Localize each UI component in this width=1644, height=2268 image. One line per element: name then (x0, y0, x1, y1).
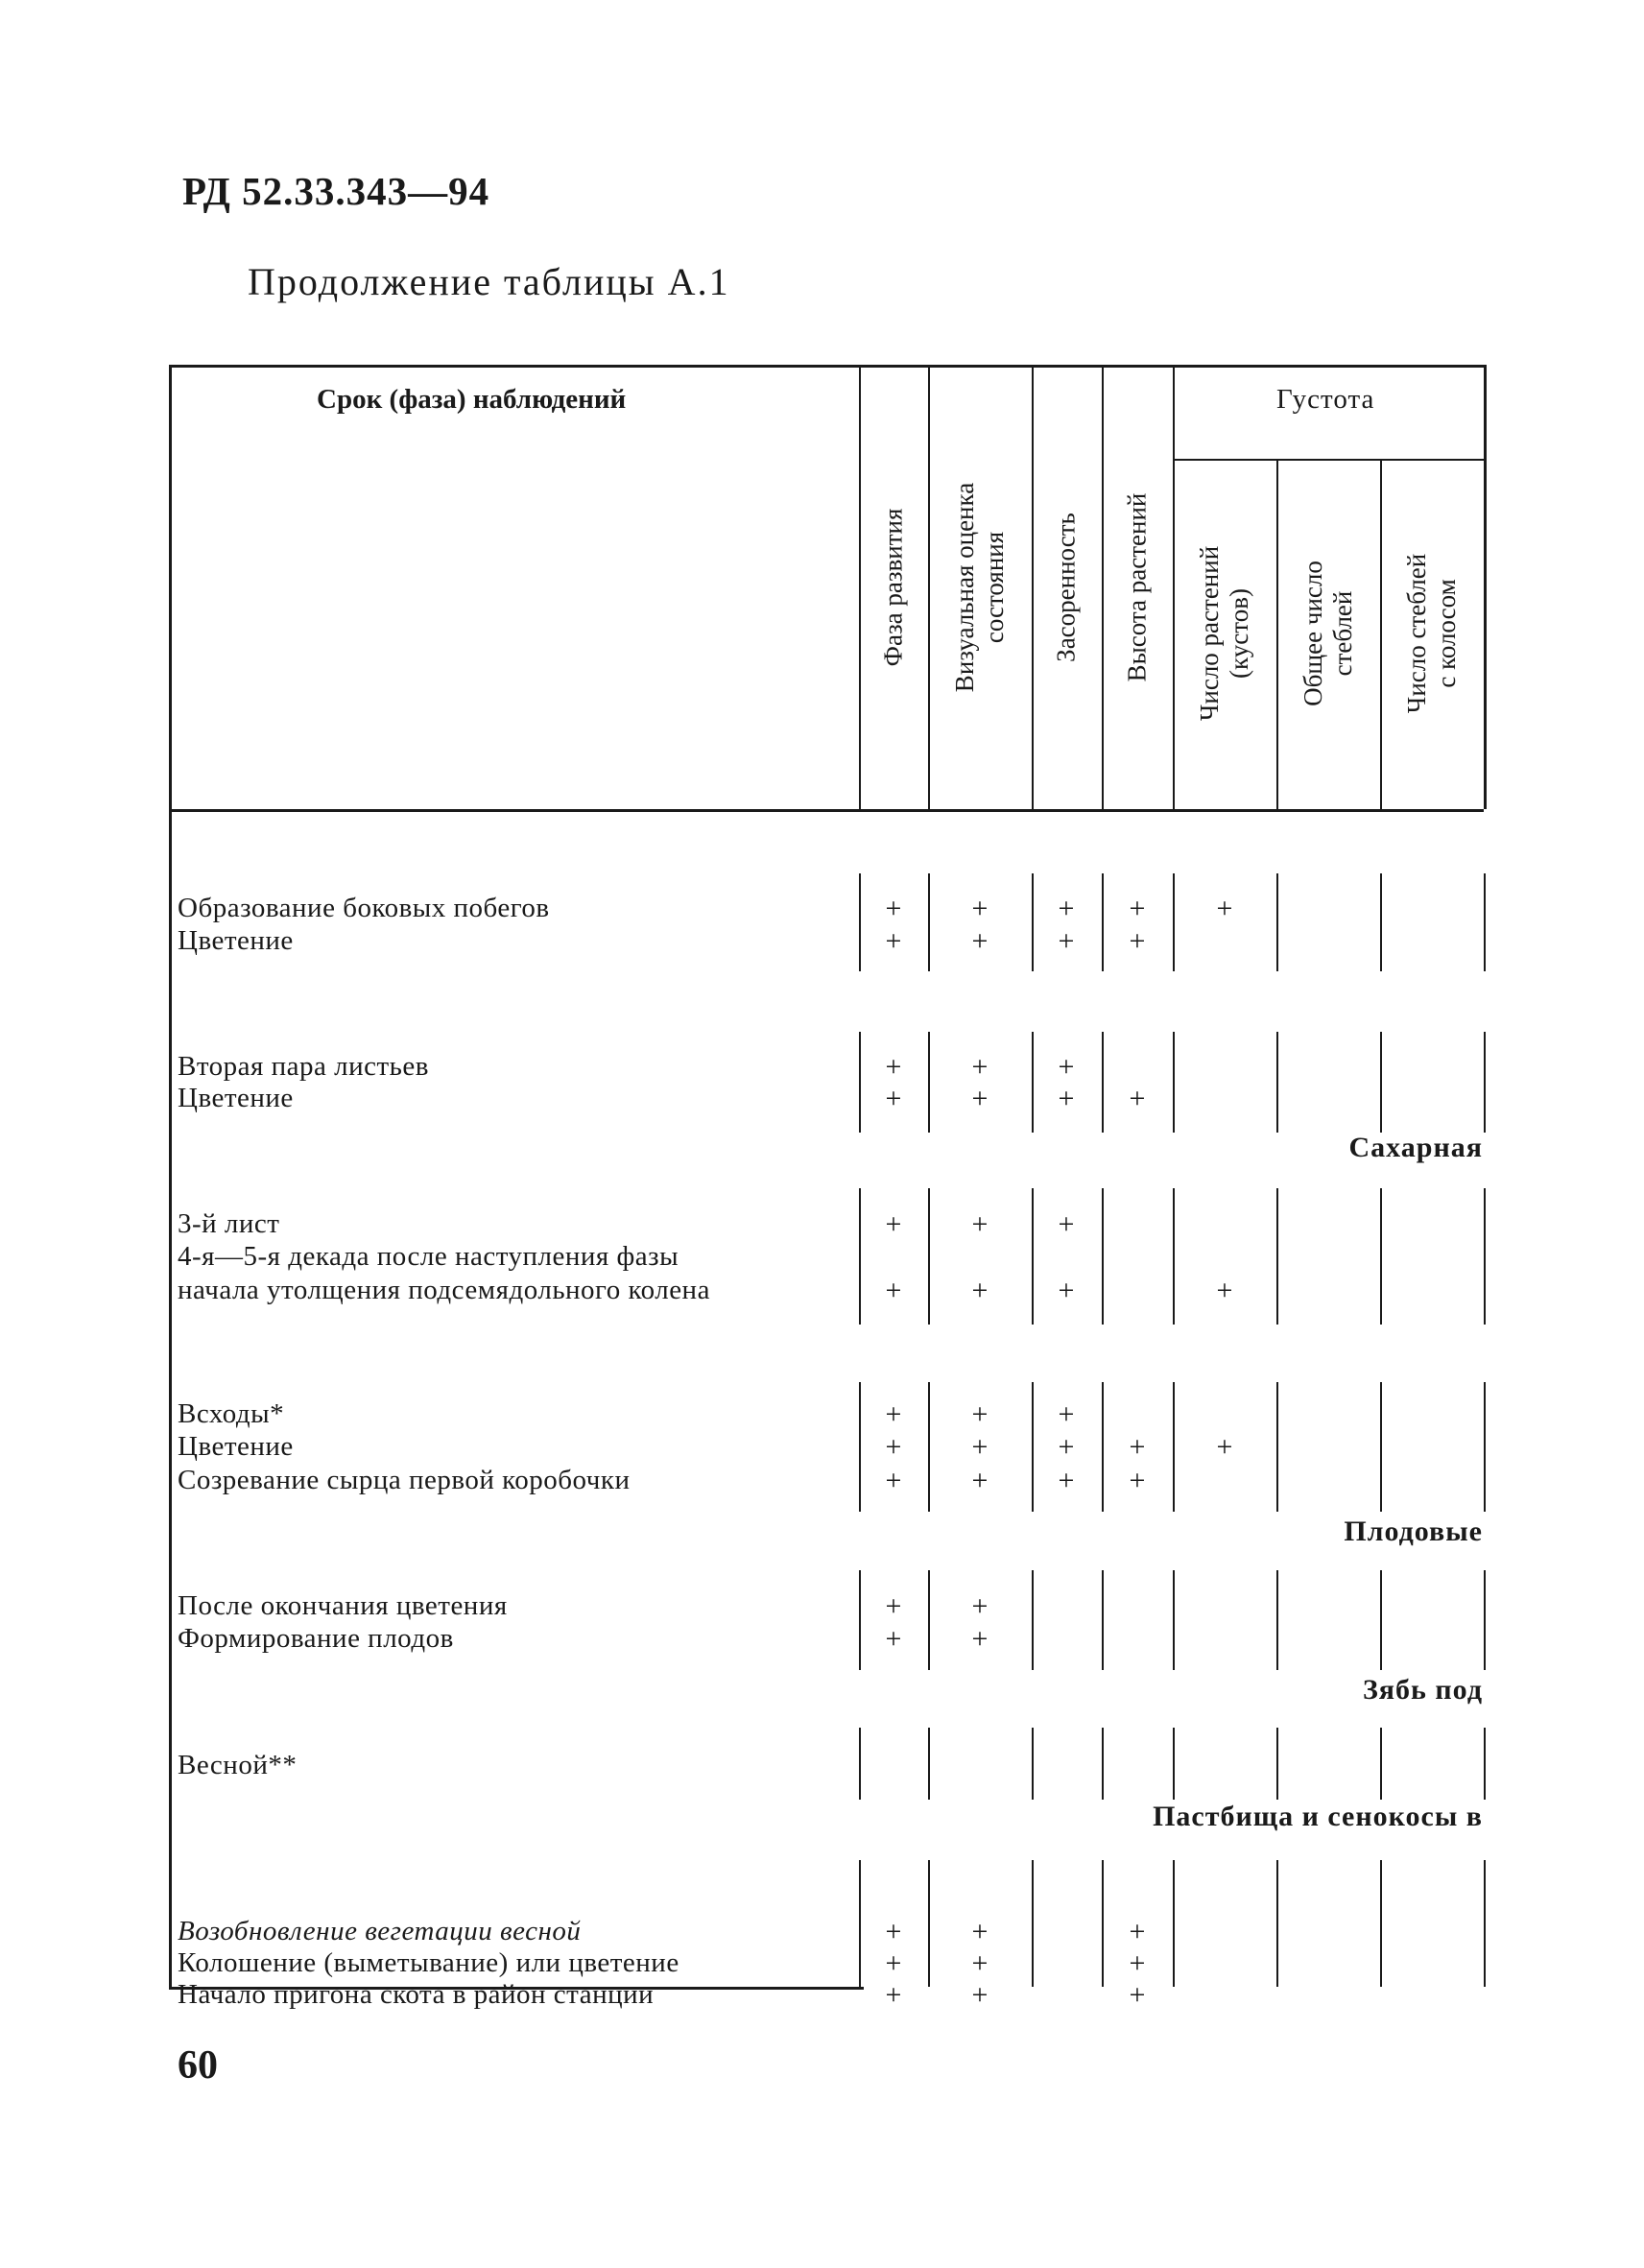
mark-plus: + (1129, 1431, 1146, 1463)
mark-plus: + (1058, 1465, 1075, 1496)
column-rule (1173, 1860, 1175, 1987)
column-rule (1032, 1570, 1034, 1670)
row-label: Вторая пара листьев (178, 1051, 429, 1082)
mark-plus: + (885, 1051, 902, 1083)
mark-plus: + (971, 1623, 989, 1655)
column-rule (1173, 1188, 1175, 1325)
column-rule (1173, 1382, 1175, 1512)
column-rule (1380, 459, 1382, 809)
column-rule (859, 1860, 861, 1987)
row-label: 3-й лист (178, 1208, 280, 1239)
column-rule (169, 365, 172, 1987)
column-rule (928, 1382, 930, 1512)
mark-plus: + (885, 1465, 902, 1496)
mark-plus: + (1216, 1275, 1233, 1306)
row-label: Возобновление вегетации весной (178, 1916, 582, 1946)
mark-plus: + (1129, 1916, 1146, 1947)
column-rule (1032, 1860, 1034, 1987)
column-rule (859, 1728, 861, 1800)
column-rule (1032, 1728, 1034, 1800)
section-label: Пастбища и сенокосы в (1153, 1801, 1483, 1832)
column-rule (1484, 1382, 1486, 1512)
row-label: Цветение (178, 1083, 294, 1113)
column-rule (859, 365, 861, 809)
mark-plus: + (971, 1208, 989, 1240)
column-rule (1102, 1570, 1104, 1670)
mark-plus: + (1129, 1083, 1146, 1114)
column-header-text: Засоренность (1051, 513, 1081, 662)
column-header-text: Общее число стеблей (1299, 561, 1357, 706)
column-rule (1173, 1032, 1175, 1133)
mark-plus: + (1129, 1979, 1146, 2011)
column-header-text: Фаза развития (878, 508, 908, 667)
column-rule (1276, 873, 1278, 971)
column-rule (1276, 1188, 1278, 1325)
column-header-period: Срок (фаза) наблюдений (317, 384, 627, 415)
column-rule (1484, 1188, 1486, 1325)
mark-plus: + (885, 1431, 902, 1463)
column-rule (1276, 1860, 1278, 1987)
column-rule (1380, 873, 1382, 971)
table-rule (1173, 459, 1484, 461)
row-label: Весной** (178, 1750, 298, 1780)
mark-plus: + (1058, 1083, 1075, 1114)
column-rule (1032, 873, 1034, 971)
mark-plus: + (885, 1979, 902, 2011)
mark-plus: + (1058, 1398, 1075, 1430)
column-rule (1032, 365, 1034, 809)
row-label: Начало пригона скота в район станции (178, 1979, 655, 2010)
column-rule (928, 1728, 930, 1800)
mark-plus: + (885, 1083, 902, 1114)
column-rule (1484, 1570, 1486, 1670)
mark-plus: + (885, 1398, 902, 1430)
column-rule (1102, 365, 1104, 809)
column-rule (1276, 1728, 1278, 1800)
column-rule (1276, 1570, 1278, 1670)
row-label: начала утолщения подсемядольного колена (178, 1275, 710, 1305)
mark-plus: + (971, 1275, 989, 1306)
mark-plus: + (971, 1465, 989, 1496)
column-rule (1102, 1188, 1104, 1325)
mark-plus: + (1129, 1465, 1146, 1496)
column-rule (1484, 873, 1486, 971)
column-rule (859, 1570, 861, 1670)
mark-plus: + (885, 925, 902, 957)
mark-plus: + (971, 1947, 989, 1979)
mark-plus: + (885, 1947, 902, 1979)
row-label: Цветение (178, 925, 294, 956)
mark-plus: + (885, 1916, 902, 1947)
column-rule (1380, 1728, 1382, 1800)
mark-plus: + (885, 1275, 902, 1306)
row-label: Всходы* (178, 1398, 285, 1429)
column-rule (1032, 1188, 1034, 1325)
mark-plus: + (1129, 1947, 1146, 1979)
column-rule (1380, 1570, 1382, 1670)
column-rule (1102, 873, 1104, 971)
mark-plus: + (1058, 1051, 1075, 1083)
column-rule (1102, 1382, 1104, 1512)
mark-plus: + (885, 1623, 902, 1655)
row-label: 4-я—5-я декада после наступления фазы (178, 1241, 679, 1272)
column-rule (1173, 365, 1175, 809)
mark-plus: + (885, 1208, 902, 1240)
mark-plus: + (1058, 925, 1075, 957)
column-rule (1484, 1728, 1486, 1800)
column-rule (1484, 365, 1487, 809)
column-rule (928, 1032, 930, 1133)
column-rule (1102, 1728, 1104, 1800)
document-code: РД 52.33.343—94 (182, 169, 490, 213)
column-header-text: Высота растений (1122, 492, 1152, 682)
column-rule (1276, 1382, 1278, 1512)
mark-plus: + (1216, 893, 1233, 924)
section-label: Сахарная (1348, 1132, 1483, 1163)
column-rule (859, 873, 861, 971)
column-rule (928, 365, 930, 809)
table-rule (169, 809, 1484, 812)
mark-plus: + (1058, 1208, 1075, 1240)
column-rule (1380, 1860, 1382, 1987)
row-label: Образование боковых побегов (178, 893, 550, 923)
column-header-density: Густота (1276, 384, 1375, 415)
mark-plus: + (1216, 1431, 1233, 1463)
column-rule (1032, 1032, 1034, 1133)
table-rule (169, 365, 1484, 368)
column-rule (1380, 1188, 1382, 1325)
mark-plus: + (1129, 893, 1146, 924)
column-header-text: Число растений (кустов) (1195, 545, 1253, 722)
mark-plus: + (971, 1916, 989, 1947)
page-number: 60 (178, 2043, 218, 2088)
column-rule (859, 1032, 861, 1133)
column-rule (928, 1860, 930, 1987)
mark-plus: + (971, 925, 989, 957)
mark-plus: + (971, 1979, 989, 2011)
column-rule (859, 1188, 861, 1325)
column-rule (928, 1188, 930, 1325)
column-rule (1380, 1032, 1382, 1133)
mark-plus: + (1058, 893, 1075, 924)
section-label: Плодовые (1344, 1516, 1483, 1547)
column-rule (1173, 1570, 1175, 1670)
mark-plus: + (971, 1590, 989, 1622)
mark-plus: + (971, 893, 989, 924)
column-rule (1102, 1032, 1104, 1133)
mark-plus: + (1058, 1275, 1075, 1306)
column-rule (1380, 1382, 1382, 1512)
mark-plus: + (971, 1083, 989, 1114)
column-rule (1484, 1860, 1486, 1987)
table-caption: Продолжение таблицы А.1 (248, 260, 730, 303)
mark-plus: + (1058, 1431, 1075, 1463)
column-header-text: Визуальная оценка состояния (950, 482, 1009, 693)
mark-plus: + (1129, 925, 1146, 957)
mark-plus: + (885, 893, 902, 924)
column-rule (1102, 1860, 1104, 1987)
column-header-text: Число стеблей с колосом (1402, 553, 1461, 714)
mark-plus: + (971, 1431, 989, 1463)
row-label: После окончания цветения (178, 1590, 508, 1621)
column-rule (1173, 873, 1175, 971)
column-rule (1032, 1382, 1034, 1512)
column-rule (1484, 1032, 1486, 1133)
mark-plus: + (971, 1398, 989, 1430)
row-label: Формирование плодов (178, 1623, 454, 1654)
column-rule (1276, 459, 1278, 809)
column-rule (1276, 1032, 1278, 1133)
section-label: Зябь под (1362, 1674, 1483, 1706)
row-label: Колошение (выметывание) или цветение (178, 1947, 679, 1978)
row-label: Созревание сырца первой коробочки (178, 1465, 631, 1495)
row-label: Цветение (178, 1431, 294, 1462)
mark-plus: + (885, 1590, 902, 1622)
mark-plus: + (971, 1051, 989, 1083)
column-rule (859, 1382, 861, 1512)
column-rule (928, 1570, 930, 1670)
column-rule (928, 873, 930, 971)
column-rule (1173, 1728, 1175, 1800)
